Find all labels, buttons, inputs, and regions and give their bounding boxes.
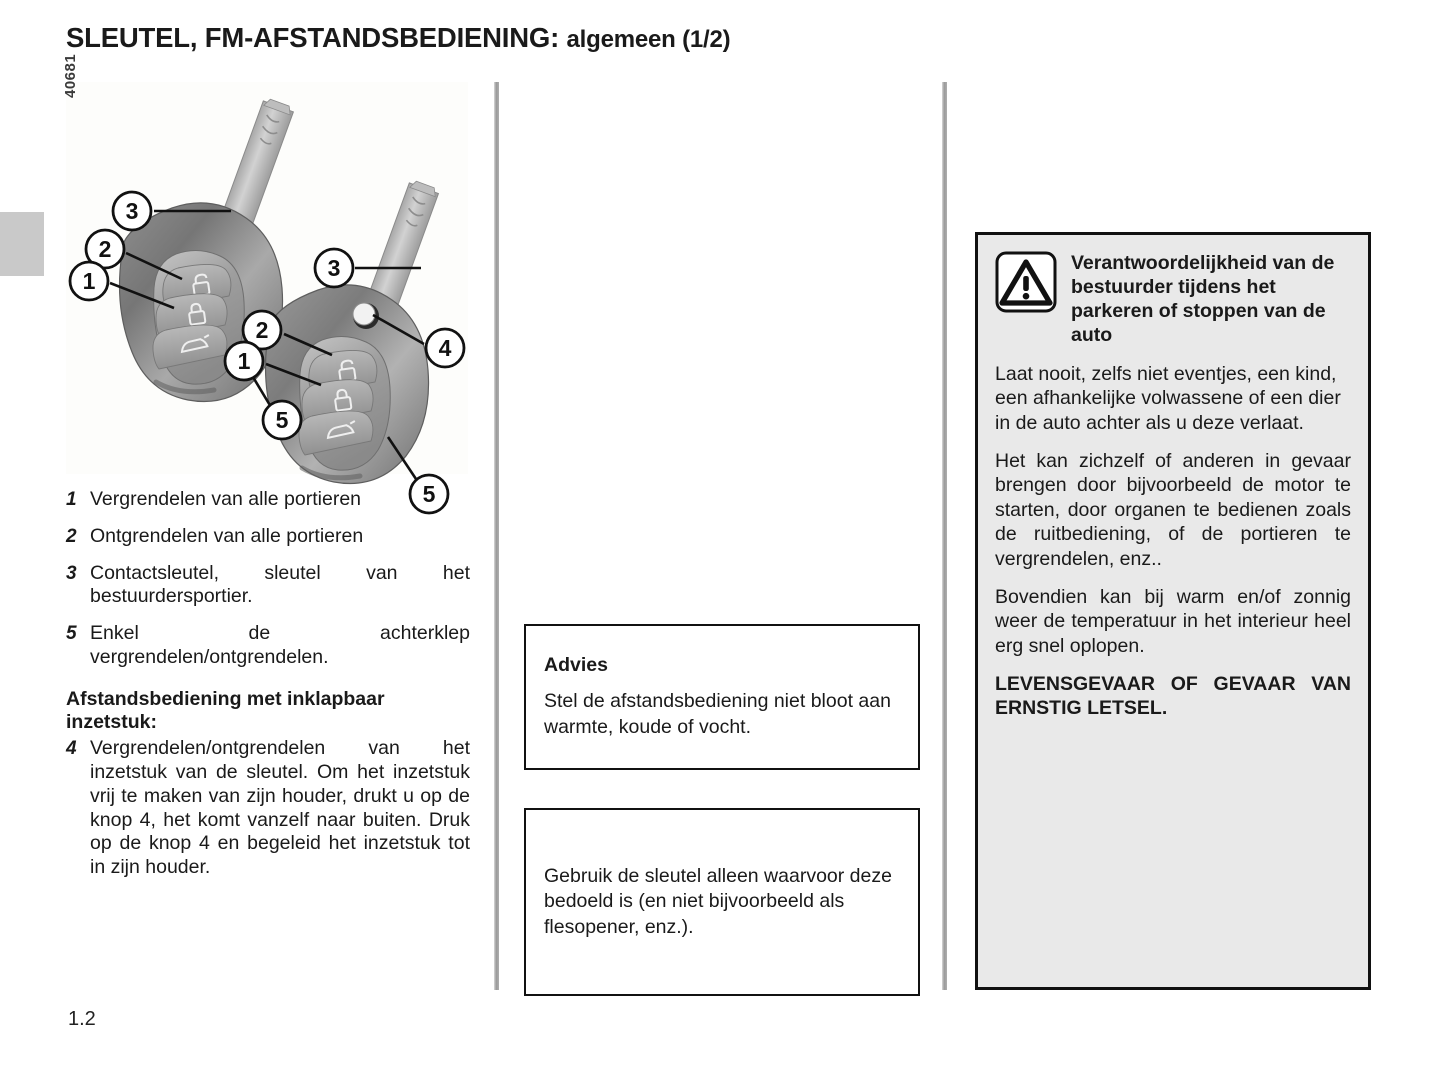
list-item-text: Enkel de achterklep vergrendelen/ontgrendelen.	[90, 622, 470, 668]
page-number: 1.2	[68, 1008, 96, 1030]
callout-3-right	[315, 249, 353, 287]
warning-title: Verantwoordelijkheid van de bestuurder tijdens het parkeren of stoppen van de auto	[1071, 252, 1335, 346]
page-title	[66, 22, 730, 54]
svg-text:1: 1	[82, 268, 96, 294]
callout-1-left	[70, 262, 108, 300]
list-item-number: 2	[66, 525, 77, 547]
warning-emphasis: LEVENSGEVAAR OF GEVAAR VAN ERNSTIG LETSEL.	[995, 673, 1351, 720]
middle-column	[524, 82, 928, 990]
warning-header	[995, 251, 1351, 348]
figure-reference-code: 40681	[62, 53, 79, 98]
list-item-number: 4	[66, 738, 77, 760]
page-title-main: SLEUTEL, FM-AFSTANDSBEDIENING:	[66, 22, 560, 53]
svg-text:3: 3	[327, 255, 341, 281]
list-item-4	[66, 737, 470, 880]
svg-text:2: 2	[255, 317, 269, 343]
advies-info-box	[524, 624, 920, 770]
callout-5-right	[410, 475, 448, 513]
svg-text:3: 3	[125, 198, 139, 224]
warning-paragraph-3: Bovendien kan bij warm en/of zonnig weer de temperatuur in het interieur heel erg snel oplopen.	[995, 585, 1351, 657]
advies-heading: Advies	[544, 654, 608, 677]
list-item	[66, 525, 470, 549]
list-item-number: 3	[66, 562, 77, 584]
list-item-number: 5	[66, 623, 77, 645]
list-item-text: Vergrendelen/ontgrendelen van het inzetstuk van de sleutel. Om het inzetstuk vrij te maken van zijn houder, drukt u op de knop 4, het komt vanzelf naar buiten. Druk op de knop 4 en begeleid het inzetstuk tot in zijn houder.	[90, 737, 470, 879]
column-separator-left	[494, 82, 499, 990]
advies-text: Stel de afstandsbediening niet bloot aan warmte, koude of vocht.	[544, 690, 891, 738]
svg-text:4: 4	[438, 335, 452, 361]
svg-text:5: 5	[275, 407, 289, 433]
usage-text: Gebruik de sleutel alleen waarvoor deze bedoeld is (en niet bijvoorbeeld als flesopener, enz.).	[544, 864, 892, 938]
callout-4-right	[426, 329, 464, 367]
list-item	[66, 622, 470, 670]
callout-5-left	[263, 401, 301, 439]
list-item-text: Contactsleutel, sleutel van het bestuurdersportier.	[90, 561, 470, 608]
chapter-margin-tab	[0, 212, 44, 276]
list-item-text: Ontgrendelen van alle portieren	[90, 524, 364, 547]
svg-text:5: 5	[422, 481, 436, 507]
column-separator-right	[942, 82, 947, 990]
svg-text:1: 1	[237, 348, 251, 374]
svg-text:2: 2	[98, 236, 112, 262]
section-subheading: Afstandsbediening met inklapbaar inzetstuk:	[66, 687, 385, 734]
callout-1-right	[225, 342, 263, 380]
warning-panel	[975, 232, 1371, 990]
usage-info-box	[524, 808, 920, 996]
page-title-sub: algemeen (1/2)	[566, 26, 731, 53]
list-item-text: Vergrendelen van alle portieren	[90, 488, 362, 510]
warning-triangle-icon	[995, 251, 1057, 313]
callout-3-left	[113, 192, 151, 230]
warning-paragraph-1: Laat nooit, zelfs niet eventjes, een kind, een afhankelijke volwassene of een dier in de auto achter als u deze verlaat.	[995, 362, 1341, 434]
left-column	[62, 53, 470, 893]
list-item-number: 1	[66, 489, 77, 510]
warning-paragraph-2: Het kan zichzelf of anderen in gevaar brengen door bijvoorbeeld de motor te starten, door organen te bedienen zoals de ruitbediening, of de portieren te vergrendelen, enz..	[995, 450, 1351, 570]
list-item	[66, 562, 470, 610]
key-function-list	[66, 488, 470, 670]
